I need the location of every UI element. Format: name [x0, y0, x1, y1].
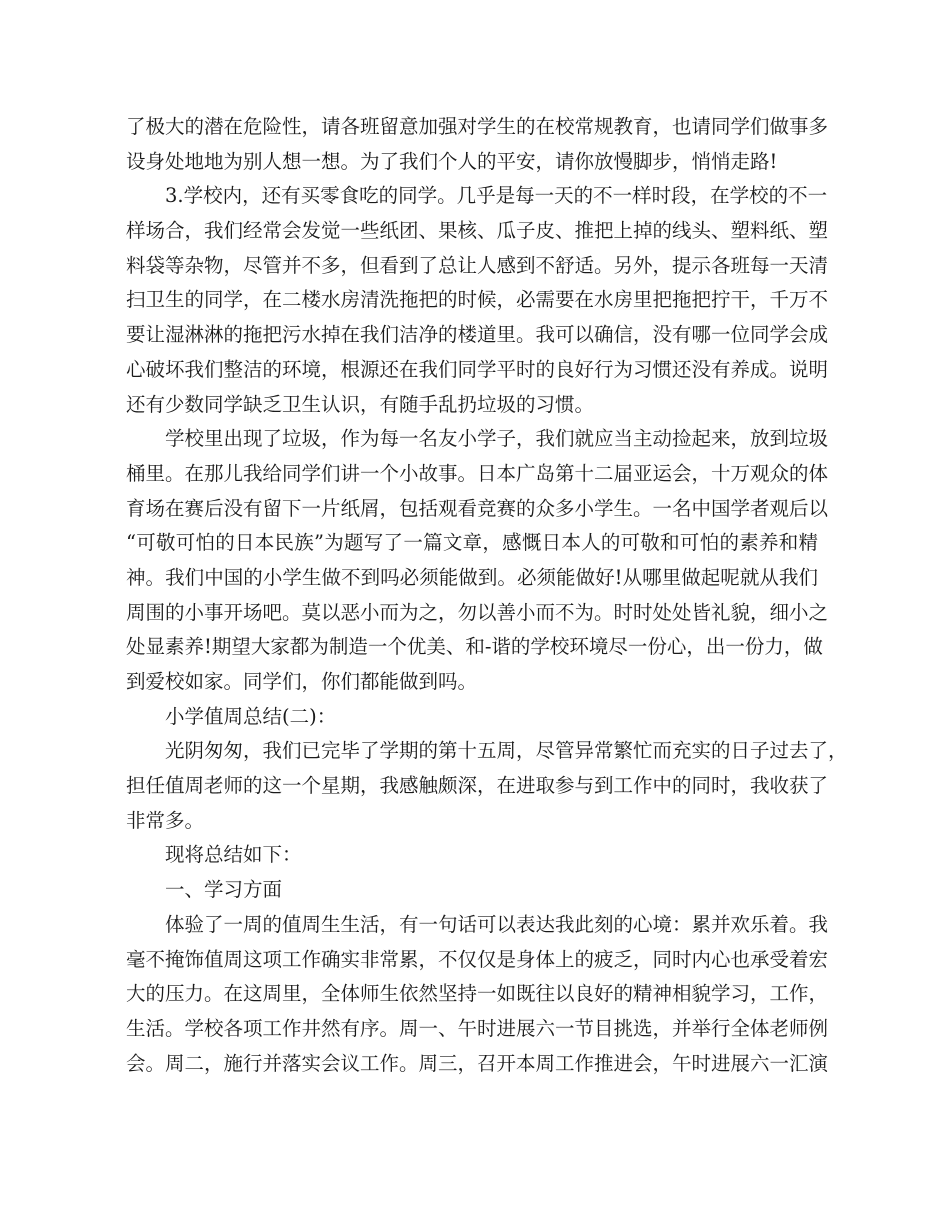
text-line: 心破坏我们整洁的环境，根源还在我们同学平时的良好行为习惯还没有养成。说明 [126, 357, 829, 381]
text-line: 扫卫生的同学，在二楼水房清洗拖把的时候，必需要在水房里把拖把拧干，千万不 [126, 288, 829, 312]
text-line: 体验了一周的值周生生活，有一句话可以表达我此刻的心境：累并欢乐着。我 [165, 912, 829, 936]
text-line: 担任值周老师的这一个星期，我感触颇深，在进取参与到工作中的同时，我收获了 [126, 774, 829, 798]
text-line: 了极大的潜在危险性，请各班留意加强对学生的在校常规教育，也请同学们做事多 [126, 115, 829, 138]
text-line: 要让湿淋淋的拖把污水掉在我们洁净的楼道里。我可以确信，没有哪一位同学会成 [126, 323, 829, 347]
document-body [126, 110, 848, 1081]
text-line: “可敬可怕的日本民族”为题写了一篇文章，感慨日本人的可敬和可怕的素养和精 [126, 531, 818, 555]
text-line: 样场合，我们经常会发觉一些纸团、果核、瓜子皮、推把上掉的线头、塑料纸、塑 [126, 219, 829, 243]
text-line: 现将总结如下： [165, 843, 302, 867]
text-line: 周围的小事开场吧。莫以恶小而为之，勿以善小而不为。时时处处皆礼貌，细小之 [126, 600, 829, 624]
text-line: 会。周二，施行并落实会议工作。周三，召开本周工作推进会，午时进展六一汇演 [126, 1051, 829, 1075]
text-line: 生活。学校各项工作井然有序。周一、午时进展六一节目挑选，并举行全体老师例 [126, 1016, 829, 1040]
text-line: 学校里出现了垃圾，作为每一名友小学子，我们就应当主动捡起来，放到垃圾 [165, 427, 829, 451]
text-line: 非常多。 [126, 808, 205, 832]
text-line: 神。我们中国的小学生做不到吗必须能做到。必须能做好!从哪里做起呢就从我们 [126, 565, 818, 589]
text-line: 料袋等杂物，尽管并不多，但看到了总让人感到不舒适。另外，提示各班每一天清 [126, 253, 829, 277]
text-line: 设身处地地为别人想一想。为了我们个人的平安，请你放慢脚步，悄悄走路! [126, 149, 778, 173]
text-line: 光阴匆匆，我们已完毕了学期的第十五周，尽管异常繁忙而充实的日子过去了， [165, 739, 848, 763]
text-line: 还有少数同学缺乏卫生认识，有随手乱扔垃圾的习惯。 [126, 392, 595, 416]
text-line: 一、学习方面 [165, 878, 283, 902]
text-line: 处显素养!期望大家都为制造一个优美、和-谐的学校环境尽一份心，出一份力，做 [126, 635, 823, 659]
text-line: 到爱校如家。同学们，你们都能做到吗。 [126, 670, 478, 693]
text-line: 大的压力。在这周里，全体师生依然坚持一如既往以良好的精神相貌学习，工作， [126, 982, 829, 1006]
text-line: 桶里。在那儿我给同学们讲一个小故事。日本广岛第十二届亚运会，十万观众的体 [126, 461, 829, 485]
text-line: 育场在赛后没有留下一片纸屑，包括观看竞赛的众多小学生。一名中国学者观后以 [126, 496, 829, 520]
text-line: 3.学校内，还有买零食吃的同学。几乎是每一天的不一样时段，在学校的不一 [165, 184, 828, 208]
text-line: 小学值周总结(二)： [165, 704, 337, 728]
text-line: 毫不掩饰值周这项工作确实非常累，不仅仅是身体上的疲乏，同时内心也承受着宏 [126, 947, 829, 971]
